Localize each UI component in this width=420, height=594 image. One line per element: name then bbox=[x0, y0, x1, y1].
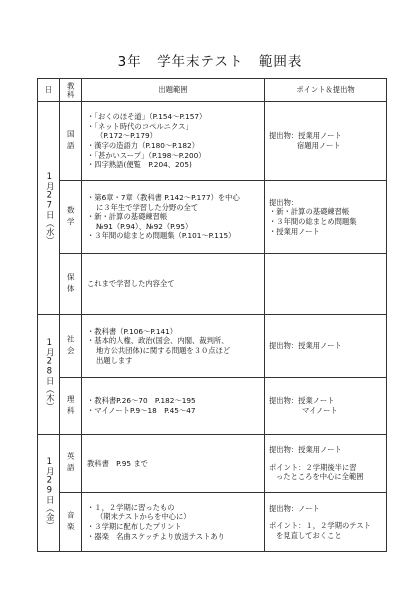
range-cell: 教科書 P.95 まで bbox=[82, 435, 265, 493]
date-cell: 1月27日（水） bbox=[38, 102, 60, 315]
schedule-table bbox=[37, 78, 387, 552]
header-points: ポイント＆提出物 bbox=[265, 79, 387, 102]
subject-cell: 国語 bbox=[60, 102, 82, 181]
range-cell: これまで学習した内容全て bbox=[82, 254, 265, 315]
points-cell: 提出物：授業用ノート bbox=[265, 315, 387, 378]
subject-cell: 理科 bbox=[60, 378, 82, 435]
range-cell: ・１，２学期に習ったもの （期末テストからを中心に） ・３学期に配布したプリント ・器楽 名曲スケッチより放送テストあり bbox=[82, 493, 265, 552]
header-row bbox=[38, 79, 387, 102]
table-row bbox=[38, 315, 387, 378]
table-row bbox=[38, 493, 387, 552]
table-row bbox=[38, 378, 387, 435]
header-subject: 教科 bbox=[60, 79, 82, 102]
range-cell: ・第6章・7章（教科書 P.142～P.177）を中心 に３年生で学習した分野の全て ・新・計算の基礎練習帳 №91（P.94）、№92（P.95） ・３年間の総まとめ問題集（P.101～P.115） bbox=[82, 181, 265, 254]
subject-cell: 音楽 bbox=[60, 493, 82, 552]
subject-cell: 社会 bbox=[60, 315, 82, 378]
table-row bbox=[38, 181, 387, 254]
range-cell: ・教科書（P.106～P.141） ・基本的人権、政治(国会、内閣、裁判所、 地方公共団体)に関する問題を３０点ほど 出題します bbox=[82, 315, 265, 378]
points-cell bbox=[265, 254, 387, 315]
subject-cell: 英語 bbox=[60, 435, 82, 493]
title-grade: 3年 bbox=[117, 54, 142, 70]
header-date: 日 bbox=[38, 79, 60, 102]
subject-cell: 保体 bbox=[60, 254, 82, 315]
points-cell: 提出物：授業用ノート 宿題用ノート bbox=[265, 102, 387, 181]
range-cell: ・「おくのほそ道」（P.154～P.157） ・「ネット時代のコペルニクス」 （P.172～P.179） ・漢字の造語力（P.180～P.182） ・「甚かいスープ」（P.198～P.200） ・四字熟語(便覧 P.204、205) bbox=[82, 102, 265, 181]
page-title bbox=[0, 50, 420, 70]
subject-cell: 数学 bbox=[60, 181, 82, 254]
table-row bbox=[38, 102, 387, 181]
range-cell: ・教科書P.26～70 P.182～195 ・マイノートP.9～18 P.45～47 bbox=[82, 378, 265, 435]
points-cell: 提出物： ・新・計算の基礎練習帳 ・３年間の総まとめ問題集 ・授業用ノート bbox=[265, 181, 387, 254]
points-cell: 提出物：ノート ポイント：１，２学期のテスト を見直しておくこと bbox=[265, 493, 387, 552]
date-cell: 1月28日（木） bbox=[38, 315, 60, 435]
date-cell: 1月29日（金） bbox=[38, 435, 60, 552]
header-range: 出題範囲 bbox=[82, 79, 265, 102]
table-row bbox=[38, 254, 387, 315]
points-cell: 提出物：授業ノート マイノート bbox=[265, 378, 387, 435]
title-label: 範囲表 bbox=[258, 54, 303, 70]
points-cell: 提出物：授業用ノート ポイント：２学期後半に習 ったところを中心に全範囲 bbox=[265, 435, 387, 493]
title-name: 学年末テスト bbox=[157, 54, 244, 70]
table-row bbox=[38, 435, 387, 493]
